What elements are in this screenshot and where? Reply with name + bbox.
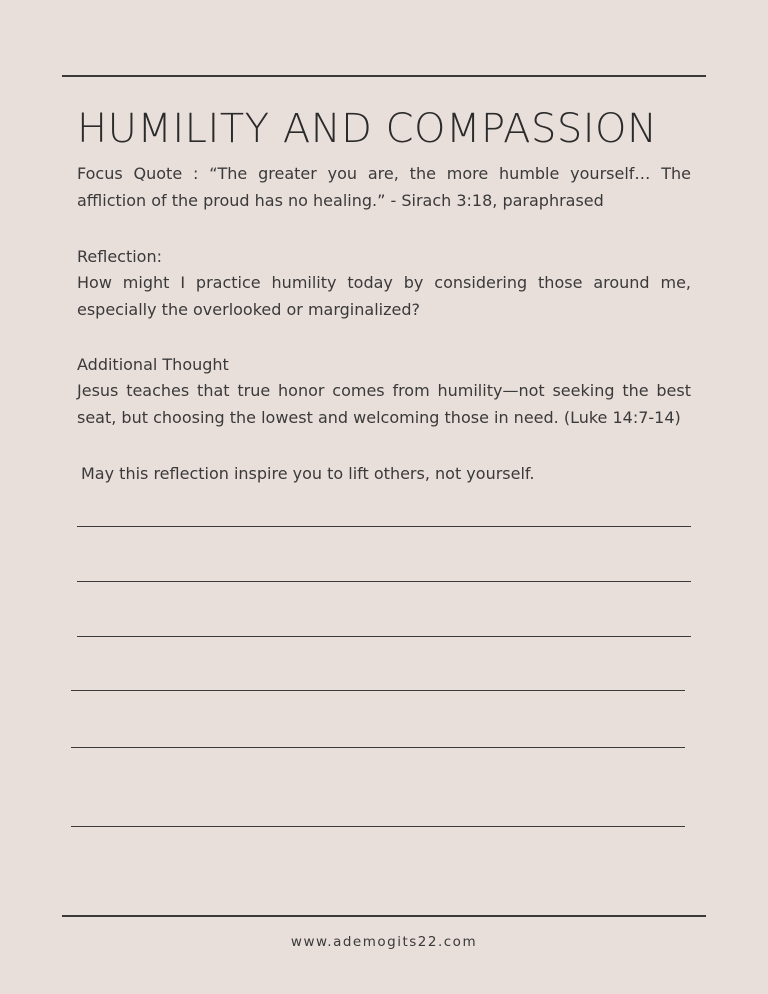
writing-line[interactable] (71, 826, 685, 827)
writing-line[interactable] (71, 690, 685, 691)
reflection-heading: Reflection: (77, 247, 162, 266)
writing-line[interactable] (77, 636, 691, 637)
additional-thought-heading: Additional Thought (77, 355, 229, 374)
footer-website: www.ademogits22.com (290, 934, 478, 950)
additional-thought-text: Jesus teaches that true honor comes from humility—not seeking the best seat, but choosing the lowest and welcoming those in need. (Luke 14:7-14) (77, 381, 691, 427)
top-divider (62, 75, 706, 77)
page-title: HUMILITY AND COMPASSION (77, 106, 658, 152)
reflection-text: How might I practice humility today by considering those around me, especially the overlooked or marginalized? (77, 273, 691, 319)
focus-quote: Focus Quote : “The greater you are, the more humble yourself… The affliction of the proud has no healing.” - Sirach 3:18, paraphrased (77, 164, 691, 210)
writing-line[interactable] (71, 747, 685, 748)
closing-line: May this reflection inspire you to lift others, not yourself. (81, 464, 535, 483)
bottom-divider (62, 915, 706, 917)
writing-line[interactable] (77, 581, 691, 582)
writing-line[interactable] (77, 526, 691, 527)
